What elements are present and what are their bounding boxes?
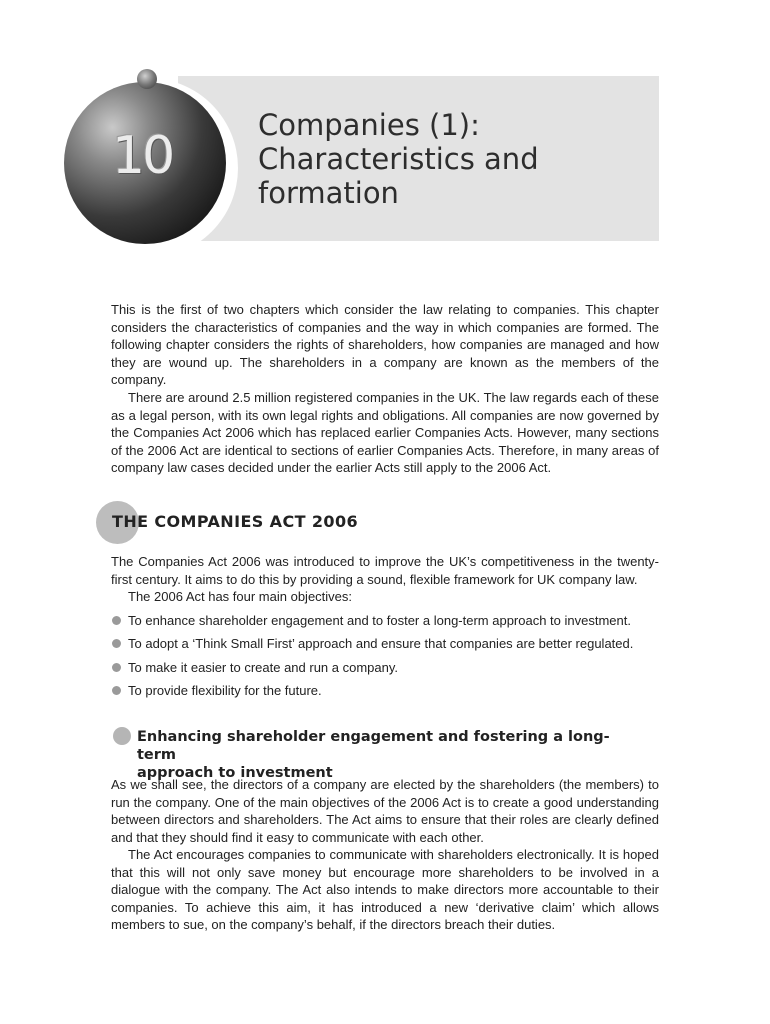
chapter-title-line: Companies (1): <box>258 108 480 142</box>
bullet-icon <box>112 639 121 648</box>
section-paragraph: The 2006 Act has four main objectives: <box>128 589 353 604</box>
section-paragraph: The Companies Act 2006 was introduced to improve the UK’s competitiveness in the twenty-first century. It aims to do this by providing a sound, flexible framework for UK company law. <box>111 554 659 587</box>
subsection-heading-line: Enhancing shareholder engagement and fostering a long-term <box>137 729 610 763</box>
list-item <box>111 659 633 682</box>
chapter-title-line: Characteristics and <box>258 142 539 176</box>
bullet-icon <box>112 616 121 625</box>
subsection-paragraph: The Act encourages companies to communicate with shareholders electronically. It is hoped that this will not only save money but encourage more shareholders to be involved in a dialogue with the company. The Act also intends to make directors more accountable to their companies. To achieve this aim, it has introduced a new ‘derivative claim’ which allows members to sue, on the company’s behalf, if the directors breach their duties. <box>111 847 659 933</box>
subsection-heading-line: approach to investment <box>137 765 333 781</box>
chapter-title-line: formation <box>258 176 399 210</box>
objectives-list <box>111 612 633 705</box>
list-item <box>111 612 633 635</box>
list-item-text: To provide flexibility for the future. <box>128 682 322 698</box>
subsection-heading <box>137 728 647 782</box>
section-heading: THE COMPANIES ACT 2006 <box>112 512 359 531</box>
intro-paragraph: This is the first of two chapters which consider the law relating to companies. This chapter considers the characteristics of companies and the way in which companies are formed. The following chapter considers the rights of shareholders, how companies are managed and how they are wound up. The shareholders in a company are known as the members of the company. <box>111 302 659 388</box>
chapter-number: 10 <box>112 126 173 186</box>
subsection-paragraph: As we shall see, the directors of a company are elected by the shareholders (the members) to run the company. One of the main objectives of the 2006 Act is to create a good understanding between directors and shareholders. The Act aims to ensure that their roles are clearly defined and that they should find it easy to communicate with each other. <box>111 777 659 845</box>
subsection-heading-marker <box>113 727 131 745</box>
list-item <box>111 682 633 705</box>
chapter-title <box>258 108 648 210</box>
chapter-emblem-cap <box>137 69 157 89</box>
list-item-text: To enhance shareholder engagement and to foster a long-term approach to investment. <box>128 613 631 628</box>
intro-paragraph: There are around 2.5 million registered companies in the UK. The law regards each of these as a legal person, with its own legal rights and obligations. All companies are now governed by the Companies Act 2006 which has replaced earlier Companies Acts. However, many sections of the 2006 Act are identical to sections of earlier Companies Acts. Therefore, in many areas of company law cases decided under the earlier Acts still apply to the 2006 Act. <box>111 390 659 476</box>
bullet-icon <box>112 686 121 695</box>
list-item-text: To make it easier to create and run a company. <box>128 659 399 675</box>
list-item <box>111 635 633 658</box>
bullet-icon <box>112 663 121 672</box>
list-item-text: To adopt a ‘Think Small First’ approach and ensure that companies are better regulated. <box>128 636 634 652</box>
